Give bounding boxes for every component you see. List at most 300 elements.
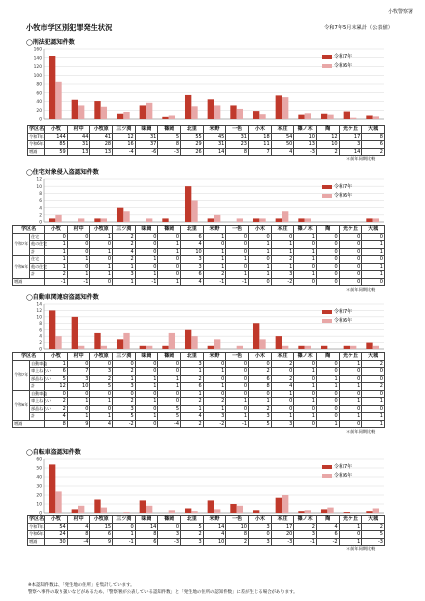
- area-header: 篠ノ木: [294, 353, 317, 361]
- diff-cell: -1: [67, 278, 90, 286]
- bar-current: [230, 504, 236, 513]
- value-cell: 1: [45, 256, 68, 264]
- diff-cell: 3: [181, 538, 204, 546]
- total-cell: 1: [45, 248, 68, 256]
- table-row: [28, 523, 385, 531]
- value-cell: 0: [316, 398, 339, 406]
- total-cell: 1: [203, 248, 226, 256]
- total-cell: 0: [226, 248, 249, 256]
- area-header: 光ケ丘: [339, 353, 362, 361]
- total-cell: 3: [113, 271, 136, 279]
- value-cell: 31: [135, 133, 158, 141]
- bar-previous: [101, 107, 107, 119]
- bar-previous: [305, 218, 311, 222]
- total-cell: 1: [67, 413, 90, 421]
- value-cell: 3: [181, 256, 204, 264]
- total-cell: 1: [249, 248, 272, 256]
- value-cell: 1: [181, 390, 204, 398]
- bar-previous: [146, 346, 152, 349]
- value-cell: 45: [203, 133, 226, 141]
- area-header: 大城: [362, 226, 385, 234]
- total-cell: 1: [271, 413, 294, 421]
- diff-cell: 0: [90, 278, 113, 286]
- legend-label: 令和6年: [334, 193, 353, 199]
- value-cell: 0: [135, 233, 158, 241]
- value-cell: 3: [294, 531, 317, 539]
- legend-entry: [322, 53, 352, 62]
- total-cell: 0: [226, 383, 249, 391]
- value-cell: 0: [90, 360, 113, 368]
- y-tick-label: 60: [36, 91, 42, 97]
- diff-cell: -2: [316, 538, 339, 546]
- bar-previous: [191, 511, 197, 513]
- row-label: 増減: [28, 148, 45, 156]
- table-diff-row: [13, 278, 385, 286]
- value-cell: 0: [249, 233, 272, 241]
- value-cell: 6: [90, 531, 113, 539]
- data-table: [12, 352, 385, 428]
- value-cell: 1: [294, 233, 317, 241]
- area-header: 大城: [362, 516, 385, 524]
- value-cell: 12: [113, 133, 136, 141]
- value-cell: 1: [271, 241, 294, 249]
- value-cell: 1: [203, 233, 226, 241]
- value-cell: 2: [271, 256, 294, 264]
- bar-current: [366, 218, 372, 222]
- total-cell: 5: [90, 383, 113, 391]
- diff-cell: 3: [271, 420, 294, 428]
- legend-label: 令和7年: [334, 54, 353, 60]
- y-tick-label: 40: [36, 100, 42, 106]
- value-cell: 2: [271, 360, 294, 368]
- value-cell: 1: [271, 263, 294, 271]
- value-cell: 0: [67, 263, 90, 271]
- value-cell: 4: [67, 523, 90, 531]
- diff-cell: -1: [294, 538, 317, 546]
- value-cell: 54: [271, 133, 294, 141]
- bar-previous: [123, 512, 129, 513]
- diff-cell: 0: [339, 420, 362, 428]
- value-cell: 1: [45, 241, 68, 249]
- table-header-row: [28, 516, 385, 524]
- total-cell: 5: [158, 413, 181, 421]
- value-cell: 54: [45, 523, 68, 531]
- bar-current: [117, 339, 123, 349]
- area-header: 味岡: [135, 226, 158, 234]
- value-cell: 0: [45, 390, 68, 398]
- total-cell: 1: [294, 271, 317, 279]
- value-cell: 0: [316, 368, 339, 376]
- diff-cell: -2: [271, 278, 294, 286]
- table-row: [28, 531, 385, 539]
- diff-cell: 13: [67, 148, 90, 156]
- value-cell: 0: [339, 233, 362, 241]
- group-label: 令和7年: [13, 233, 30, 256]
- diff-cell: -3: [158, 538, 181, 546]
- value-cell: 4: [181, 241, 204, 249]
- area-header: 小牧: [45, 516, 68, 524]
- diff-cell: 0: [249, 278, 272, 286]
- legend-swatch: [322, 474, 332, 478]
- diff-cell: 4: [90, 420, 113, 428]
- value-cell: 0: [362, 368, 385, 376]
- value-cell: 0: [158, 360, 181, 368]
- total-cell: 1: [135, 271, 158, 279]
- legend-entry: [322, 62, 352, 71]
- diff-cell: -1: [203, 278, 226, 286]
- value-cell: 0: [158, 368, 181, 376]
- value-cell: 2: [249, 405, 272, 413]
- value-cell: 0: [45, 233, 68, 241]
- bar-current: [344, 512, 350, 513]
- value-cell: 0: [158, 256, 181, 264]
- value-cell: 1: [271, 390, 294, 398]
- value-cell: 55: [181, 133, 204, 141]
- value-cell: 0: [339, 256, 362, 264]
- total-cell: 3: [249, 413, 272, 421]
- value-cell: 20: [271, 531, 294, 539]
- bar-previous: [169, 116, 175, 120]
- bar-current: [185, 95, 191, 119]
- legend-swatch: [322, 310, 332, 314]
- row-label: 計: [30, 413, 45, 421]
- total-cell: 2: [203, 271, 226, 279]
- table-row: [13, 233, 385, 241]
- legend-label: 令和7年: [334, 309, 353, 315]
- value-cell: 8: [135, 531, 158, 539]
- bar-previous: [55, 491, 61, 513]
- area-header: 本庄: [271, 226, 294, 234]
- legend-swatch: [322, 319, 332, 323]
- header-label: 学区名: [29, 516, 45, 522]
- total-cell: 1: [226, 271, 249, 279]
- y-tick-label: 8: [39, 321, 42, 327]
- table-header-row: [28, 126, 385, 134]
- diff-cell: 1: [362, 420, 385, 428]
- y-tick-label: 20: [36, 493, 42, 499]
- value-cell: 2: [203, 398, 226, 406]
- value-cell: 0: [271, 398, 294, 406]
- total-cell: 6: [181, 383, 204, 391]
- value-cell: 31: [67, 141, 90, 149]
- table-row: [13, 241, 385, 249]
- bar-current: [321, 114, 327, 119]
- value-cell: 2: [362, 360, 385, 368]
- value-cell: 0: [67, 233, 90, 241]
- total-cell: 2: [362, 383, 385, 391]
- header-label: 学区名: [29, 126, 45, 132]
- value-cell: 1: [226, 398, 249, 406]
- value-cell: 0: [226, 375, 249, 383]
- bar-previous: [350, 346, 356, 349]
- legend-swatch: [322, 465, 332, 469]
- diff-cell: 6: [135, 538, 158, 546]
- diff-cell: 2: [181, 420, 204, 428]
- total-cell: 1: [90, 248, 113, 256]
- value-cell: 2: [181, 531, 204, 539]
- diff-cell: 5: [249, 420, 272, 428]
- bar-previous: [78, 346, 84, 349]
- section-title: ◯刑法犯認知件数: [26, 39, 75, 46]
- bar-current: [298, 511, 304, 513]
- bar-previous: [373, 116, 379, 119]
- area-header: 本庄: [271, 353, 294, 361]
- bar-previous: [123, 211, 129, 222]
- value-cell: 1: [249, 398, 272, 406]
- value-cell: 3: [181, 360, 204, 368]
- total-cell: 1: [67, 271, 90, 279]
- y-tick-label: 2: [39, 341, 42, 347]
- data-table: [27, 125, 385, 156]
- total-cell: 1: [316, 383, 339, 391]
- bar-current: [162, 218, 168, 222]
- area-header: 篠岡: [158, 516, 181, 524]
- value-cell: 0: [271, 233, 294, 241]
- value-cell: 0: [90, 390, 113, 398]
- value-cell: 0: [158, 263, 181, 271]
- bar-previous: [259, 339, 265, 349]
- legend-label: 令和6年: [334, 63, 353, 69]
- value-cell: 1: [362, 263, 385, 271]
- bar-current: [230, 105, 236, 119]
- total-cell: 10: [181, 248, 204, 256]
- value-cell: 1: [45, 360, 68, 368]
- area-header: 小木: [249, 126, 272, 134]
- value-cell: 0: [362, 233, 385, 241]
- value-cell: 44: [67, 133, 90, 141]
- area-header: 篠ノ木: [294, 126, 317, 134]
- legend-label: 令和6年: [334, 318, 353, 324]
- section-title: ◯住宅対象侵入盗認知件数: [26, 169, 99, 176]
- value-cell: 15: [90, 523, 113, 531]
- value-cell: 0: [339, 368, 362, 376]
- total-cell: 4: [45, 413, 68, 421]
- bar-current: [140, 346, 146, 349]
- value-cell: 0: [67, 360, 90, 368]
- value-cell: 0: [203, 241, 226, 249]
- bar-current: [253, 510, 259, 513]
- total-cell: 8: [249, 383, 272, 391]
- value-cell: 1: [294, 368, 317, 376]
- total-cell: 0: [158, 271, 181, 279]
- row-label: 令和7年: [29, 133, 44, 139]
- diff-cell: -2: [203, 420, 226, 428]
- total-cell: 3: [203, 413, 226, 421]
- value-cell: 0: [249, 360, 272, 368]
- area-header: 小牧: [45, 353, 68, 361]
- area-header: 陶: [316, 516, 339, 524]
- bar-current: [208, 500, 214, 513]
- value-cell: 1: [135, 375, 158, 383]
- bar-current: [276, 336, 282, 349]
- row-label: 部品ねらい: [31, 405, 52, 411]
- bar-previous: [237, 346, 243, 349]
- total-cell: 4: [113, 248, 136, 256]
- value-cell: 0: [203, 390, 226, 398]
- bar-current: [140, 105, 146, 119]
- row-label: 令和7年: [29, 523, 44, 529]
- y-tick-label: 10: [36, 315, 42, 321]
- value-cell: 1: [226, 256, 249, 264]
- chart-legend: [322, 183, 352, 201]
- value-cell: 31: [226, 133, 249, 141]
- area-header: 北里: [181, 353, 204, 361]
- value-cell: 1: [113, 531, 136, 539]
- bar-previous: [146, 506, 152, 513]
- value-cell: 17: [271, 523, 294, 531]
- table-header-row: [13, 353, 385, 361]
- bar-previous: [305, 113, 311, 119]
- diff-cell: -6: [135, 148, 158, 156]
- diff-cell: -4: [113, 148, 136, 156]
- value-cell: 8: [226, 531, 249, 539]
- value-cell: 1: [67, 398, 90, 406]
- diff-cell: 8: [45, 420, 68, 428]
- total-cell: 12: [45, 383, 68, 391]
- area-header: 陶: [316, 226, 339, 234]
- group-label: 令和6年: [13, 390, 30, 420]
- value-cell: 23: [226, 141, 249, 149]
- y-tick-label: 2: [39, 213, 42, 219]
- bar-previous: [282, 346, 288, 349]
- bar-previous: [146, 218, 152, 222]
- diff-cell: -4: [67, 538, 90, 546]
- value-cell: 3: [158, 531, 181, 539]
- value-cell: 2: [181, 398, 204, 406]
- diff-cell: -2: [113, 420, 136, 428]
- table-diff-row: [28, 148, 385, 156]
- value-cell: 6: [362, 141, 385, 149]
- bar-current: [49, 218, 55, 222]
- diff-cell: 2: [362, 148, 385, 156]
- value-cell: 2: [113, 368, 136, 376]
- total-cell: 2: [45, 271, 68, 279]
- bar-current: [253, 111, 259, 119]
- bar-current: [140, 500, 146, 513]
- area-header: 一色: [226, 353, 249, 361]
- value-cell: 0: [294, 375, 317, 383]
- value-cell: 7: [67, 368, 90, 376]
- bar-previous: [55, 336, 61, 349]
- chart-legend: [322, 53, 352, 71]
- bar-previous: [146, 103, 152, 119]
- value-cell: 0: [339, 241, 362, 249]
- value-cell: 0: [135, 368, 158, 376]
- legend-entry: [322, 192, 352, 201]
- row-label: 他の住宅: [31, 241, 48, 246]
- bar-current: [208, 99, 214, 119]
- value-cell: 0: [316, 405, 339, 413]
- bar-previous: [101, 508, 107, 513]
- value-cell: 8: [67, 531, 90, 539]
- value-cell: 1: [90, 398, 113, 406]
- area-header: 村中: [67, 126, 90, 134]
- value-cell: 1: [362, 241, 385, 249]
- diff-cell: 2: [226, 538, 249, 546]
- total-cell: 1: [362, 271, 385, 279]
- value-cell: 1: [203, 405, 226, 413]
- value-cell: 0: [362, 390, 385, 398]
- legend-label: 令和7年: [334, 464, 353, 470]
- value-cell: 1: [45, 263, 68, 271]
- bar-previous: [101, 346, 107, 349]
- y-tick-label: 8: [39, 191, 42, 197]
- row-label: 計: [30, 248, 45, 256]
- bar-current: [94, 500, 100, 514]
- diff-cell: 30: [45, 538, 68, 546]
- value-cell: 0: [158, 233, 181, 241]
- y-tick-label: 12: [36, 309, 42, 315]
- legend-swatch: [322, 194, 332, 198]
- section-title: ◯自転車盗認知件数: [26, 449, 81, 456]
- y-tick-label: 50: [36, 466, 42, 472]
- diff-cell: 9: [67, 420, 90, 428]
- bar-previous: [373, 509, 379, 514]
- diff-cell: 8: [226, 148, 249, 156]
- area-header: 米野: [203, 353, 226, 361]
- value-cell: 12: [316, 133, 339, 141]
- value-cell: 2: [294, 523, 317, 531]
- area-header: 小牧原: [90, 226, 113, 234]
- y-tick-label: 80: [36, 82, 42, 88]
- diff-cell: 0: [294, 278, 317, 286]
- value-cell: 10: [316, 141, 339, 149]
- total-cell: 0: [135, 248, 158, 256]
- bar-previous: [373, 218, 379, 222]
- bar-previous: [55, 215, 61, 222]
- diff-cell: 26: [181, 148, 204, 156]
- value-cell: 0: [90, 241, 113, 249]
- bar-previous: [373, 346, 379, 349]
- comparison-note: ＊前年同期比較: [346, 429, 376, 434]
- area-header: 大城: [362, 126, 385, 134]
- bar-current: [162, 117, 168, 119]
- bar-previous: [191, 336, 197, 349]
- value-cell: 0: [316, 256, 339, 264]
- area-header: 篠岡: [158, 226, 181, 234]
- value-cell: 1: [294, 398, 317, 406]
- value-cell: 0: [294, 405, 317, 413]
- area-header: 小牧原: [90, 516, 113, 524]
- bar-previous: [282, 97, 288, 119]
- total-cell: 1: [339, 413, 362, 421]
- value-cell: 0: [316, 390, 339, 398]
- legend-entry: [322, 317, 352, 326]
- bar-current: [49, 56, 55, 119]
- value-cell: 1: [203, 263, 226, 271]
- value-cell: 2: [362, 523, 385, 531]
- value-cell: 37: [135, 141, 158, 149]
- row-label: 住宅: [30, 233, 45, 241]
- value-cell: 5: [158, 133, 181, 141]
- value-cell: 0: [158, 523, 181, 531]
- footnote-1: ※本認知件数は、「発生地の住所」を集計しています。: [28, 583, 135, 588]
- value-cell: 0: [362, 405, 385, 413]
- bar-current: [366, 116, 372, 120]
- row-label: 増減: [28, 538, 45, 546]
- value-cell: 6: [316, 531, 339, 539]
- table-diff-row: [28, 538, 385, 546]
- diff-cell: 59: [45, 148, 68, 156]
- area-header: 光ケ丘: [339, 516, 362, 524]
- bar-current: [344, 346, 350, 349]
- group-label: 令和6年: [13, 256, 30, 279]
- value-cell: 0: [135, 360, 158, 368]
- value-cell: 2: [45, 398, 68, 406]
- area-header: 三ツ渕: [113, 226, 136, 234]
- value-cell: 0: [158, 390, 181, 398]
- area-header: 大城: [362, 353, 385, 361]
